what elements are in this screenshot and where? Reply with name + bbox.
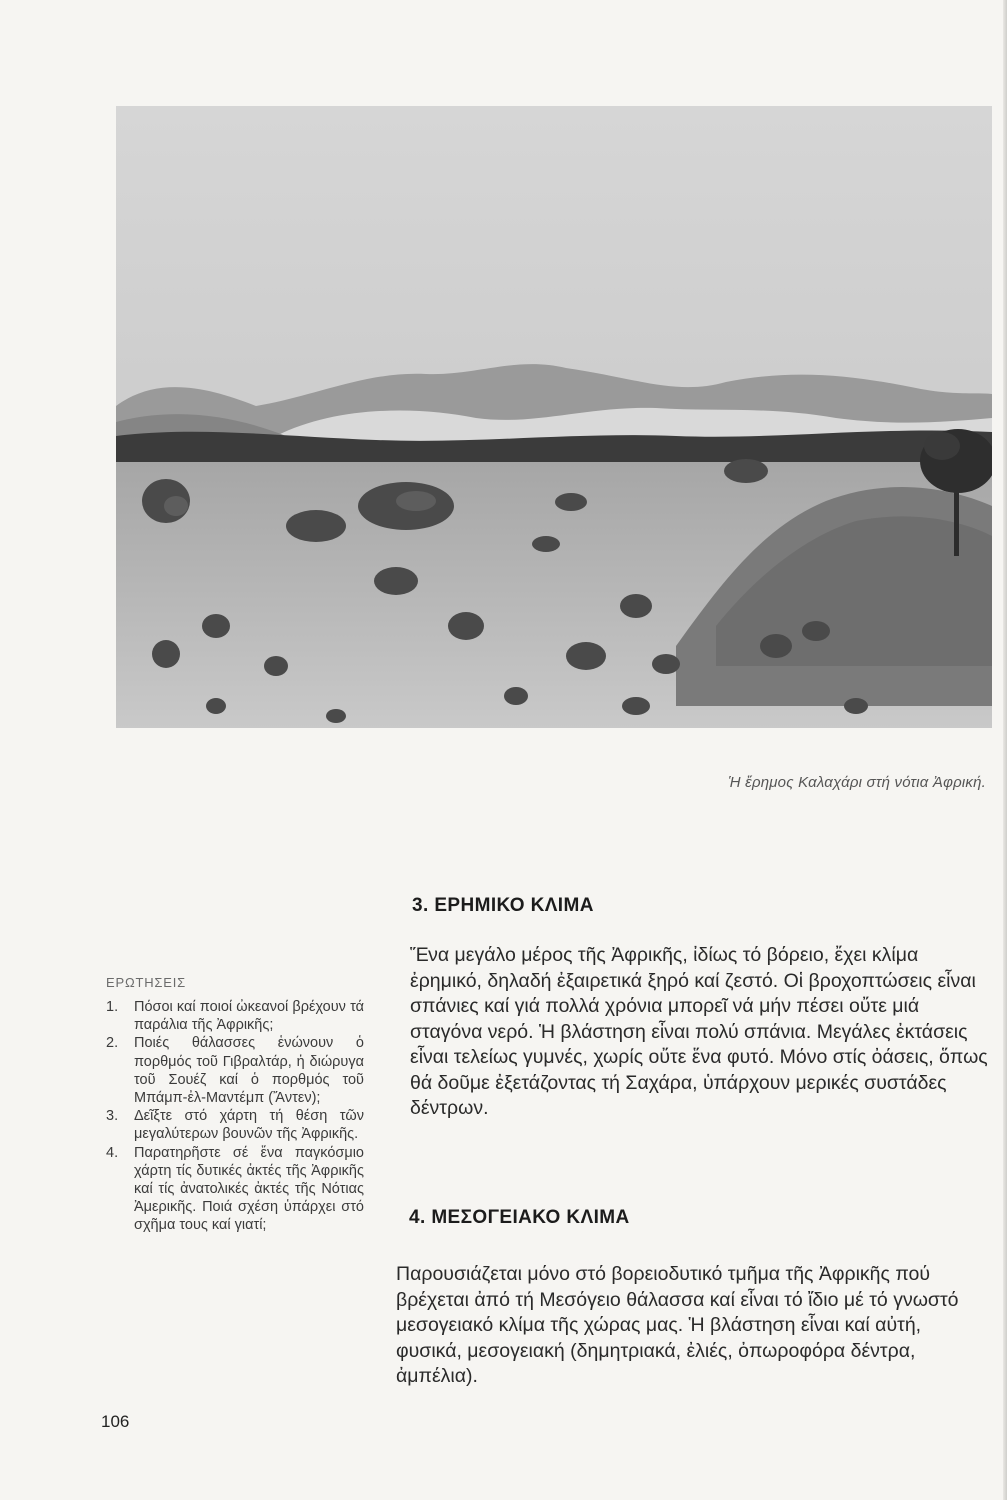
page-number: 106 (101, 1412, 130, 1431)
section-4-paragraph: Παρουσιάζεται μόνο στό βορειοδυτικό τμῆμα τῆς Ἀφρικῆς πού βρέχεται ἀπό τή Μεσόγειο θάλασσα καί εἶναι τό ἴδιο μέ τό γνωστό μεσογειακό κλίμα τῆς χώρας μας. Ἡ βλάστηση εἶναι καί αὐτή, φυσικά, μεσογειακή (δημητριακά, ἐλιές, ὀπωροφόρα δέντρα, ἀμπέλια). (396, 1263, 959, 1387)
question-item (106, 1107, 364, 1143)
question-number: 2. (106, 1035, 119, 1052)
section-3-paragraph: Ἕνα μεγάλο μέρος τῆς Ἀφρικῆς, ἰδίως τό βόρειο, ἔχει κλίμα ἐρημικό, δηλαδή ἐξαιρετικά ξηρό καί ζεστό. Οἱ βροχοπτώσεις εἶναι σπάνιες καί γιά πολλά χρόνια μπορεῖ νά μήν πέσει οὔτε μιά σταγόνα νερό. Ἡ βλάστηση εἶναι πολύ σπάνια. Μεγάλες ἐκτάσεις εἶναι τελείως γυμνές, χωρίς οὔτε ἕνα φυτό. Μόνο στίς ὀάσεις, ὅπως θά δοῦμε ἐξετάζοντας τή Σαχάρα, ὑπάρχουν μερικές συστάδες δέντρων. (410, 944, 988, 1119)
questions-list (106, 998, 364, 1235)
question-item (106, 998, 364, 1034)
question-text: Δεῖξτε στό χάρτη τή θέση τῶν μεγαλύτερων βουνῶν τῆς Ἀφρικῆς. (134, 1108, 364, 1143)
section-4-heading: 4. ΜΕΣΟΓΕΙΑΚΟ ΚΛΙΜΑ (409, 1207, 630, 1228)
question-text: Πόσοι καί ποιοί ὠκεανοί βρέχουν τά παράλια τῆς Ἀφρικῆς; (134, 999, 364, 1034)
question-item (106, 1144, 364, 1235)
photo-caption: Ἡ ἔρημος Καλαχάρι στή νότια Ἀφρική. (728, 774, 986, 791)
question-number: 1. (106, 999, 119, 1015)
question-number: 3. (106, 1108, 119, 1125)
question-item (106, 1034, 364, 1107)
question-text: Ποιές θάλασσες ἑνώνουν ὁ πορθμός τοῦ Γιβραλτάρ, ἡ διώρυγα τοῦ Σουέζ καί ὁ πορθμός τοῦ Μπάμπ-ἐλ-Μαντέμπ (Ἄντεν); (134, 1035, 364, 1107)
questions-title: ΕΡΩΤΗΣΕΙΣ (106, 975, 186, 990)
desert-photo (116, 106, 992, 728)
scan-edge (1003, 0, 1007, 1500)
question-number: 4. (106, 1144, 119, 1161)
question-text: Παρατηρῆστε σέ ἕνα παγκόσμιο χάρτη τίς δυτικές ἀκτές τῆς Ἀφρικῆς καί τίς ἀνατολικές ἀκτές τῆς Νότιας Ἀμερικῆς. Ποιά σχέση ὑπάρχει στό σχῆμα τους καί γιατί; (134, 1144, 364, 1234)
section-3-heading: 3. ΕΡΗΜΙΚΟ ΚΛΙΜΑ (412, 895, 594, 916)
desert-landscape-illustration (116, 106, 992, 728)
